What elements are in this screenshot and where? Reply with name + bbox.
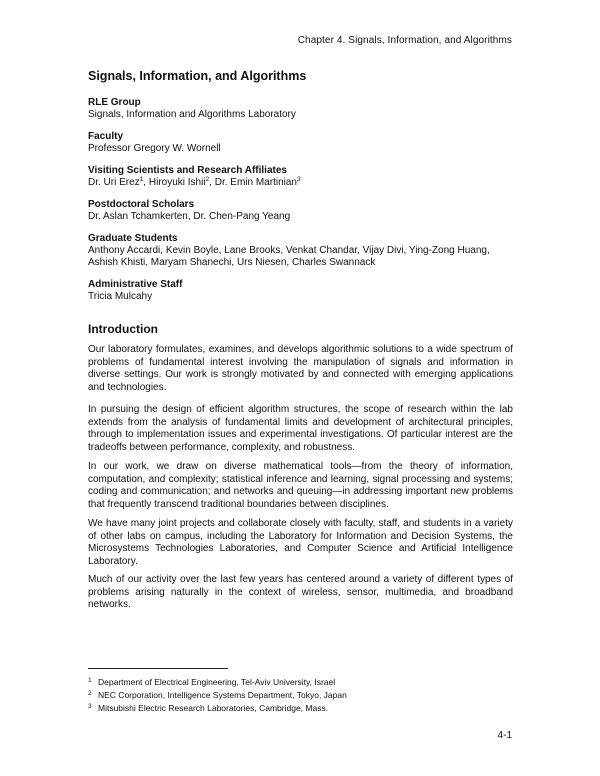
visiting-text: Dr. Uri Erez$^1$, Hiroyuki Ishii$^2$, Dr. Emin Martinian$^3$ <box>88 176 301 188</box>
running-head: Chapter 4. Signals, Information, and Algorithms <box>297 35 512 46</box>
grad-students-section <box>88 233 513 269</box>
introduction-heading: Introduction <box>88 322 158 336</box>
footnote-divider <box>88 668 228 669</box>
grad-students-label: Graduate Students <box>88 233 178 244</box>
footnote-3 <box>88 701 347 714</box>
faculty-section <box>88 131 513 155</box>
postdocs-label: Postdoctoral Scholars <box>88 199 195 210</box>
intro-paragraph-2: In pursuing the design of efficient algorithm structures, the scope of research within the lab extends from the analysis of fundamental limits and development of architectural principles, through to implementation issues and experimental investigations. Of particular interest are the tradeoffs between performance, complexity, and robustness. <box>88 404 513 453</box>
page-number: 4-1 <box>497 730 512 741</box>
footnote-3-number: 3 <box>88 703 92 710</box>
intro-paragraph-5: Much of our activity over the last few years has centered around a variety of different types of problems arising naturally in the context of wireless, sensor, multimedia, and broadband networks. <box>88 574 513 610</box>
footnote-2-number: 2 <box>88 690 92 697</box>
postdocs-section <box>88 199 513 223</box>
footnote-ref-1: 1 <box>139 176 144 183</box>
rle-group-text: Signals, Information and Algorithms Laboratory <box>88 109 296 120</box>
visiting-name-2: Hiroyuki Ishii <box>148 177 206 188</box>
visiting-section <box>88 165 513 189</box>
admin-label: Administrative Staff <box>88 279 183 290</box>
rle-group-label: RLE Group <box>88 97 141 108</box>
faculty-text: Professor Gregory W. Wornell <box>88 143 221 154</box>
page-title: Signals, Information, and Algorithms <box>88 69 307 83</box>
grad-students-line-1: Anthony Accardi, Kevin Boyle, Lane Brooks, Venkat Chandar, Vijay Divi, Ying-Zong Huang, <box>88 245 490 256</box>
admin-text: Tricia Mulcahy <box>88 291 153 302</box>
visiting-name-3: Dr. Emin Martinian <box>214 177 297 188</box>
grad-students-line-2: Ashish Khisti, Maryam Shanechi, Urs Niesen, Charles Swannack <box>88 257 376 268</box>
intro-paragraph-1: Our laboratory formulates, examines, and develops algorithmic solutions to a wide spectrum of problems of fundamental interest involving the manipulation of signals and information in diverse settings. Our work is strongly motivated by and connected with emerging applications and technologies. <box>88 344 513 393</box>
footnote-1-number: 1 <box>88 677 92 684</box>
footnote-ref-3: 3 <box>296 176 301 183</box>
visiting-name-1: Dr. Uri Erez <box>88 177 140 188</box>
intro-paragraph-3: In our work, we draw on diverse mathematical tools—from the theory of information, computation, and complexity; statistical inference and learning, signal processing and systems; coding and communication; and networks and queuing—in addressing important new problems that frequently transcend traditional boundaries between disciplines. <box>88 461 513 510</box>
rle-group-section <box>88 97 513 121</box>
visiting-label: Visiting Scientists and Research Affiliates <box>88 165 287 176</box>
footnotes <box>88 675 347 714</box>
footnote-1 <box>88 675 347 688</box>
footnote-3-text: Mitsubishi Electric Research Laboratories, Cambridge, Mass. <box>98 703 329 713</box>
footnote-1-text: Department of Electrical Engineering, Tel-Aviv University, Israel <box>98 677 336 687</box>
admin-section <box>88 279 513 303</box>
footnote-2 <box>88 688 347 701</box>
footnote-ref-2: 2 <box>205 176 210 183</box>
faculty-label: Faculty <box>88 131 124 142</box>
intro-paragraph-4: We have many joint projects and collaborate closely with faculty, staff, and students in a variety of other labs on campus, including the Laboratory for Information and Decision Systems, the Microsystems Technologies Laboratories, and Computer Science and Artificial Intelligence Laboratory. <box>88 518 513 567</box>
postdocs-text: Dr. Aslan Tchamkerten, Dr. Chen-Pang Yeang <box>88 211 291 222</box>
footnote-2-text: NEC Corporation, Intelligence Systems Department, Tokyo, Japan <box>98 690 347 700</box>
